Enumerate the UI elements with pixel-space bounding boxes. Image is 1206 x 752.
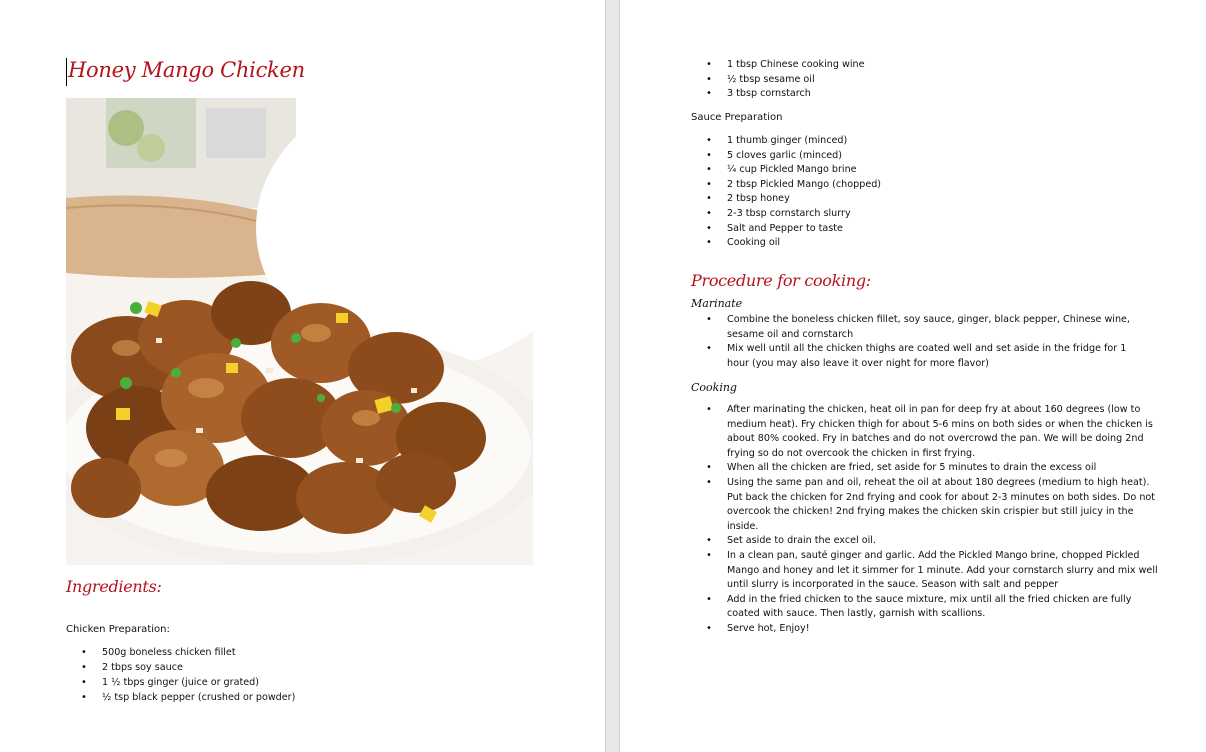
sauce-ingredient-list bbox=[691, 134, 1171, 251]
list-item[interactable]: • Mix well until all the chicken thighs are coated well and set aside in the fridge for 1 hour (you may also leave it over night for more flavor) bbox=[691, 342, 1151, 371]
list-item[interactable]: • Cooking oil bbox=[691, 236, 1171, 251]
list-item[interactable]: • In a clean pan, sauté ginger and garlic. Add the Pickled Mango brine, chopped Pickled Mango and honey and let it simmer for 1 minute. Add your cornstarch slurry and mix well until slurry is incorporated in the sauce. Season with salt and pepper bbox=[691, 549, 1161, 593]
page-gutter bbox=[605, 0, 620, 752]
list-item[interactable]: • After marinating the chicken, heat oil in pan for deep fry at about 160 degrees (low to medium heat). Fry chicken thigh for about 5-6 mins on both sides or when the chicken is about 80% cooked. Fry in batches and do not overcrowd the pan. We will be doing 2nd frying so do not overcook the chicken in first frying. bbox=[691, 403, 1161, 461]
food-photo[interactable] bbox=[66, 98, 533, 565]
list-item[interactable]: • 500g boneless chicken fillet bbox=[66, 645, 566, 660]
list-item[interactable]: • 2-3 tbsp cornstarch slurry bbox=[691, 207, 1171, 222]
list-item[interactable] bbox=[66, 660, 566, 675]
list-item[interactable]: • Combine the boneless chicken fillet, soy sauce, ginger, black pepper, Chinese wine, sesame oil and cornstarch bbox=[691, 313, 1151, 342]
list-item[interactable]: • 3 tbsp cornstarch bbox=[691, 87, 1171, 102]
procedure-heading[interactable]: Procedure for cooking: bbox=[691, 271, 871, 290]
list-item[interactable]: • 5 cloves garlic (minced) bbox=[691, 149, 1171, 164]
list-item[interactable]: • When all the chicken are fried, set aside for 5 minutes to drain the excess oil bbox=[691, 461, 1161, 476]
sauce-prep-label[interactable]: Sauce Preparation bbox=[691, 112, 783, 123]
list-item[interactable]: • Add in the fried chicken to the sauce mixture, mix until all the fried chicken are fully coated with sauce. Then lastly, garnish with scallions. bbox=[691, 593, 1161, 622]
chicken-ingredient-list bbox=[66, 645, 566, 705]
chicken-prep-label[interactable]: Chicken Preparation: bbox=[66, 624, 170, 635]
chicken-ingredient-list-continued bbox=[691, 58, 1171, 102]
list-item[interactable]: • 2 tbsp honey bbox=[691, 192, 1171, 207]
marinate-label[interactable]: Marinate bbox=[691, 297, 743, 310]
cooking-steps bbox=[691, 403, 1161, 637]
list-item[interactable]: • 1 tbsp Chinese cooking wine bbox=[691, 58, 1171, 73]
list-item[interactable]: • Using the same pan and oil, reheat the oil at about 180 degrees (medium to high heat). Put back the chicken for 2nd frying and cook for about 2-3 minutes on both sides. Do not overcook the chicken! 2nd frying makes the chicken skin crispier but still juicy in the inside. bbox=[691, 476, 1161, 534]
recipe-title[interactable]: Honey Mango Chicken bbox=[68, 58, 305, 82]
list-item-text: 2 tbps soy sauce bbox=[102, 662, 183, 673]
list-item[interactable]: • ½ tsp black pepper (crushed or powder) bbox=[66, 690, 566, 705]
ingredients-heading[interactable]: Ingredients: bbox=[66, 577, 162, 596]
text-cursor bbox=[66, 58, 67, 86]
list-item[interactable]: • 1 thumb ginger (minced) bbox=[691, 134, 1171, 149]
list-item[interactable]: • Serve hot, Enjoy! bbox=[691, 622, 1161, 637]
list-item[interactable]: • ¼ cup Pickled Mango brine bbox=[691, 163, 1171, 178]
document-page-right bbox=[620, 0, 1206, 752]
list-item-text: 1 ½ tbps ginger (juice or grated) bbox=[102, 677, 259, 688]
list-item[interactable]: • ½ tbsp sesame oil bbox=[691, 73, 1171, 88]
list-item[interactable] bbox=[66, 675, 566, 690]
cooking-label[interactable]: Cooking bbox=[691, 381, 737, 394]
list-item[interactable]: • 2 tbsp Pickled Mango (chopped) bbox=[691, 178, 1171, 193]
list-item[interactable]: • Salt and Pepper to taste bbox=[691, 222, 1171, 237]
marinate-steps bbox=[691, 313, 1151, 371]
list-item[interactable]: • Set aside to drain the excel oil. bbox=[691, 534, 1161, 549]
